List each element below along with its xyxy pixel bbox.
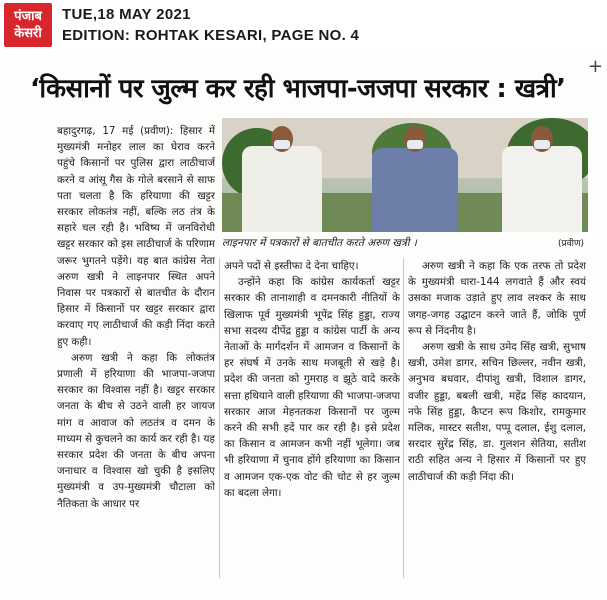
photo-credit: (प्रवीण) [558, 239, 584, 249]
photo-person-center [372, 118, 458, 232]
edition-info: EDITION: ROHTAK KESARI, PAGE NO. 4 [62, 27, 360, 44]
photo-caption [222, 236, 588, 252]
photo-person-left [242, 118, 322, 232]
masthead [0, 0, 607, 50]
photo-person-right [502, 118, 582, 232]
column-1-paragraph-2: अरुण खत्री ने कहा कि लोकतंत्र प्रणाली में हरियाणा की भाजपा-जजपा सरकार का विश्वास नहीं है। खट्टर सरकार जनता के बीच से उठने वाली हर जायज मांग व आवाज को लठतंत्र व दमन के माध्यम से कुचलने का कार्य कर रही है। यह सरकार प्रदेश की जनता के बीच अपना जनाधार व विश्वास खो चुकी है इसलिए मुख्यमंत्री व उप-मुख्यमंत्री चौटाला को नैतिकता के आधार पर [57, 351, 215, 510]
article-column-3 [408, 258, 586, 578]
column-2-paragraph-2: उन्होंने कहा कि कांग्रेस कार्यकर्ता खट्टर सरकार की तानाशाही व दमनकारी नीतियों के खिलाफ पूर्व मुख्यमंत्री भूपेंद्र सिंह हुड्डा, राज्य सभा सदस्य दीपेंद्र हुड्डा व कांग्रेस पार्टी के अन्य नेताओं के मार्गदर्शन में आमजन व किसानों के हर संघर्ष में उनके साथ मजबूती से खड़े है। प्रदेश की जनता को गुमराह व झूठे वादे करके सत्ता हथियाने वाली हरियाणा की भाजपा-जजपा सरकार आज मेहनतकश किसानों पर जुल्म करने की सभी हदें पार कर रही है। इसे प्रदेश का किसान व आमजन कभी नहीं भूलेगा। जब भी हरियाणा में चुनाव होंगे हरियाणा का किसान व आमजन एक-एक वोट की चोट से हर जुल्म का बदला लेगा। [224, 276, 400, 499]
logo-line-2: केसरी [14, 26, 42, 41]
logo-line-1: पंजाब [14, 9, 42, 24]
column-1-paragraph-1: बहादुरगढ़, 17 मई (प्रवीण): हिसार में मुख्यमंत्री मनोहर लाल का घेराव करने पहुंचे किसानों पर पुलिस द्वारा लाठीचार्ज करने व आंसू गैस के गोले बरसाने से साफ पता चलता है कि हरियाणा की खट्टर सरकार लोकतंत्र नहीं, बल्कि लठ तंत्र के सहारे चल रही है। भविष्य में जनविरोधी खट्टर सरकार को इस लाठीचार्ज के परिणाम जरूर भुगतने पड़ेंगे। यह बात कांग्रेस नेता अरुण खत्री ने लाइनपार स्थित अपने निवास पर पत्रकारों से बातचीत के दौरान हिसार में किसानों पर खट्टर सरकार द्वारा करवाए गए लाठीचार्ज की कड़ी निंदा करते हुए कही। [57, 125, 215, 348]
column-3-paragraph-1: अरुण खत्री ने कहा कि एक तरफ तो प्रदेश के मुख्यमंत्री धारा-144 लगवाते हैं और स्वयं उसका मजाक उड़ाते हुए लाव लश्कर के साथ जगह-जगह उद्घाटन करने जाते हैं, जोकि पूर्ण रूप से निंदनीय है। [408, 260, 586, 337]
photo-caption-text: लाइनपार में पत्रकारों से बातचीत करते अरुण खत्री । [222, 237, 417, 249]
column-divider [403, 258, 404, 578]
column-divider [219, 258, 220, 578]
plus-icon: + [587, 56, 603, 77]
article-column-1 [57, 123, 215, 593]
article-column-2 [224, 258, 400, 578]
newspaper-logo [4, 3, 52, 47]
column-3-paragraph-2: अरुण खत्री के साथ उमेद सिंह खत्री, सुभाष खत्री, उमेश डागर, सचिन छिल्लर, नवीन खत्री, अनुभव बधवार, दीपांशु खत्री, विशाल डागर, वजीर हुड्डा, बबली खत्री, महेंद्र सिंह कादयान, नफे सिंह हुड्डा, कैप्टन रूप किशोर, रामकुमार मलिक, मास्टर सतीश, पप्पू दलाल, ईशु दलाल, सरदार सुरेंद्र सिंह, डा. गुलशन सेतिया, सतीश राठी सहित अन्य ने हिसार में किसानों पर हुए लाठीचार्ज की कड़ी निंदा की। [408, 341, 586, 483]
article-photo [222, 118, 588, 232]
article-headline: ‘किसानों पर जुल्म कर रही भाजपा-जजपा सरकार : खत्री’ [30, 74, 566, 104]
edition-date: TUE,18 MAY 2021 [62, 6, 191, 23]
column-2-paragraph-1: अपने पदों से इस्तीफा दे देना चाहिए। [224, 260, 359, 272]
